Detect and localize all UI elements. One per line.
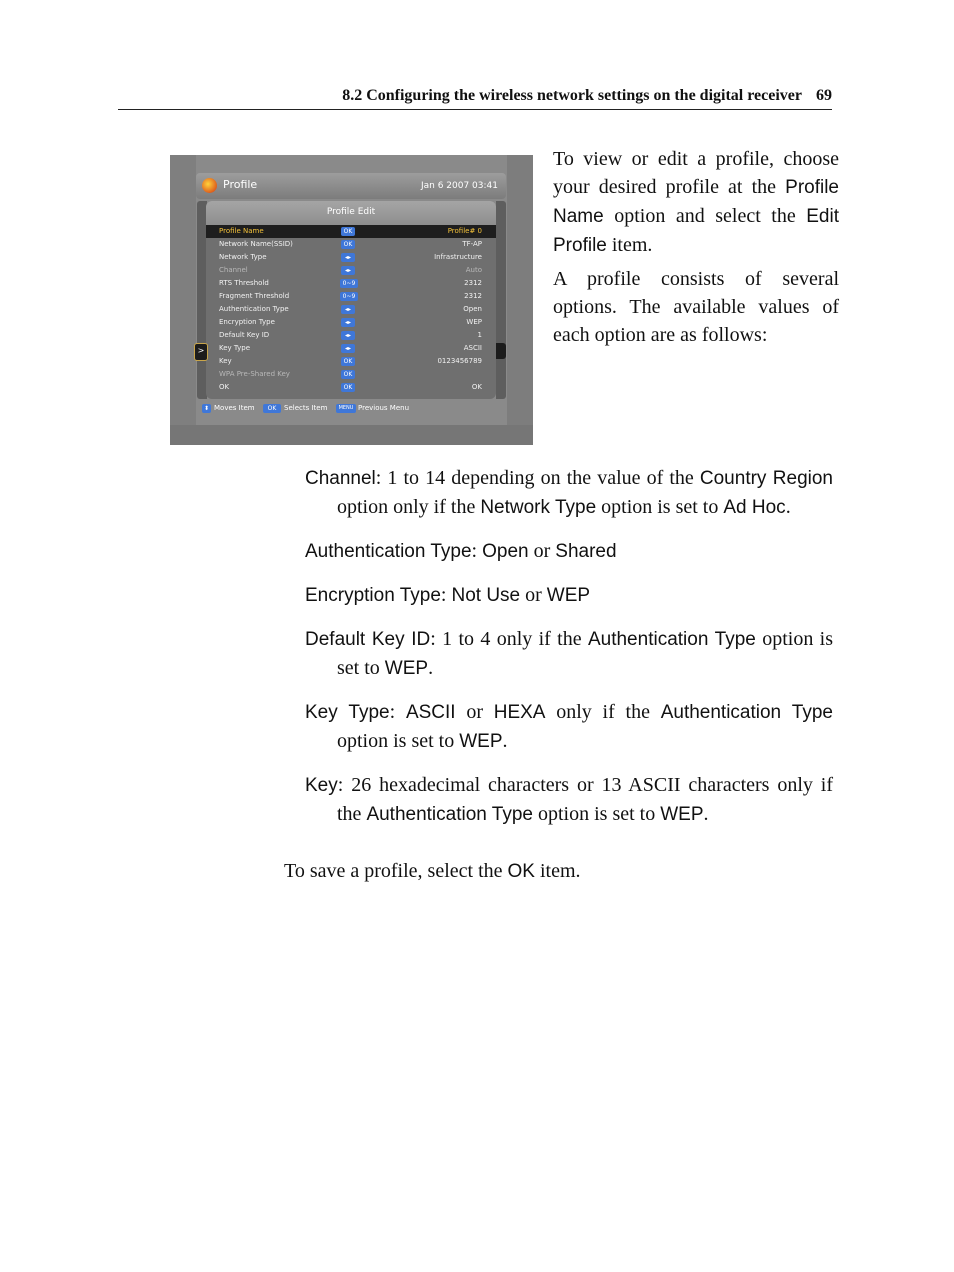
ui-term: WEP bbox=[384, 658, 429, 679]
text-run: or bbox=[455, 701, 494, 723]
text-run: : 26 hexadecimal characters or 13 ASCII characters only if the bbox=[337, 774, 833, 825]
row-profile-name[interactable] bbox=[206, 225, 496, 238]
ui-term: Ad Hoc bbox=[723, 497, 786, 518]
ok-key-icon: OK bbox=[341, 227, 355, 236]
screen-right-margin bbox=[507, 155, 533, 445]
text-run: option is set to bbox=[337, 730, 460, 752]
row-ok[interactable] bbox=[206, 381, 496, 394]
section-title: 8.2 Configuring the wireless network settings on the digital receiver bbox=[342, 87, 802, 104]
def-key bbox=[305, 771, 833, 829]
ok-key-icon: OK bbox=[341, 383, 355, 392]
def-term: Key Type bbox=[305, 702, 390, 723]
ui-term: Country Region bbox=[699, 468, 833, 489]
def-key-type bbox=[305, 698, 833, 756]
row-value: ASCII bbox=[463, 344, 482, 352]
screen-title: Profile bbox=[223, 178, 258, 191]
text-run: : bbox=[440, 584, 452, 606]
text-run: . bbox=[785, 496, 791, 518]
text-run: item. bbox=[534, 860, 581, 882]
def-channel bbox=[305, 464, 833, 522]
row-label: RTS Threshold bbox=[219, 279, 269, 287]
left-right-key-icon: ◂▸ bbox=[341, 318, 355, 327]
def-term: Encryption Type bbox=[305, 585, 441, 606]
row-label: Key bbox=[219, 357, 232, 365]
ui-term: WEP bbox=[459, 731, 503, 752]
ui-term: OK bbox=[507, 861, 535, 882]
profile-logo-icon bbox=[202, 178, 217, 193]
row-value: 0123456789 bbox=[437, 357, 482, 365]
ok-key-icon: OK bbox=[341, 370, 355, 379]
ok-key-icon: OK bbox=[341, 240, 355, 249]
profile-rows bbox=[206, 225, 496, 394]
row-label: Encryption Type bbox=[219, 318, 275, 326]
row-label: Default Key ID bbox=[219, 331, 270, 339]
def-term: Channel bbox=[305, 468, 376, 489]
text-run: or bbox=[528, 540, 556, 562]
text-run: : 1 to 4 only if the bbox=[430, 628, 588, 650]
ok-key-icon: OK bbox=[263, 404, 281, 413]
text-run: option is set to bbox=[596, 496, 724, 518]
def-encryption-type bbox=[305, 581, 833, 610]
text-run: item. bbox=[606, 234, 653, 256]
up-down-key-icon: ⬍ bbox=[203, 405, 210, 412]
row-label: Key Type bbox=[219, 344, 250, 352]
footer-moves-label: Moves Item bbox=[214, 404, 255, 412]
ui-term: Authentication Type bbox=[587, 629, 756, 650]
row-label: Profile Name bbox=[219, 227, 264, 235]
number-key-icon: 0~9 bbox=[340, 279, 358, 288]
row-label: Authentication Type bbox=[219, 305, 289, 313]
row-default-key-id[interactable] bbox=[206, 329, 496, 342]
ui-term: Not Use bbox=[451, 585, 521, 606]
right-side-strip bbox=[496, 201, 506, 399]
ui-term: Network Type bbox=[480, 497, 597, 518]
ui-term: Open bbox=[482, 541, 529, 562]
ui-term: WEP bbox=[660, 804, 704, 825]
def-authentication-type bbox=[305, 537, 833, 566]
screen-bottom-band bbox=[170, 425, 533, 445]
screen-left-margin bbox=[170, 155, 196, 445]
row-network-name[interactable] bbox=[206, 238, 496, 251]
text-run: . bbox=[703, 803, 709, 825]
row-value: OK bbox=[471, 383, 482, 391]
ui-term: ASCII bbox=[405, 702, 456, 723]
left-right-key-icon: ◂▸ bbox=[341, 331, 355, 340]
text-run: . bbox=[502, 730, 508, 752]
row-value: TF-AP bbox=[462, 240, 482, 248]
def-term: Default Key ID bbox=[305, 629, 431, 650]
screen-datetime: Jan 6 2007 03:41 bbox=[420, 181, 498, 191]
text-run: option and select the bbox=[603, 205, 807, 227]
text-run: : bbox=[471, 540, 483, 562]
ui-term: Authentication Type bbox=[660, 702, 833, 723]
left-right-key-icon: ◂▸ bbox=[341, 344, 355, 353]
row-fragment-threshold[interactable] bbox=[206, 290, 496, 303]
row-label: Network Name(SSID) bbox=[219, 240, 293, 248]
screen-titlebar bbox=[196, 173, 506, 199]
menu-key-icon: MENU bbox=[336, 404, 356, 413]
row-network-type[interactable] bbox=[206, 251, 496, 264]
ui-term: Profile Name bbox=[553, 177, 839, 227]
text-run: To save a profile, select the bbox=[284, 860, 508, 882]
text-run: To view or edit a profile, choose your desired profile at the bbox=[553, 148, 839, 198]
row-encryption-type[interactable] bbox=[206, 316, 496, 329]
text-run: option is set to bbox=[337, 628, 834, 679]
save-instruction bbox=[284, 857, 844, 886]
text-run: . bbox=[428, 657, 434, 679]
row-label: Fragment Threshold bbox=[219, 292, 290, 300]
def-term: Authentication Type bbox=[305, 541, 472, 562]
row-label: WPA Pre-Shared Key bbox=[219, 370, 290, 378]
row-label: OK bbox=[219, 383, 230, 391]
def-term: Key bbox=[305, 775, 338, 796]
left-right-key-icon: ◂▸ bbox=[341, 253, 355, 262]
page-number: 69 bbox=[816, 87, 832, 104]
left-right-key-icon: ◂▸ bbox=[341, 266, 355, 275]
left-right-key-icon: ◂▸ bbox=[341, 305, 355, 314]
row-label: Channel bbox=[219, 266, 248, 274]
row-authentication-type[interactable] bbox=[206, 303, 496, 316]
text-run: option only if the bbox=[337, 496, 481, 518]
text-run: only if the bbox=[545, 701, 661, 723]
row-channel[interactable] bbox=[206, 264, 496, 277]
ui-term: Shared bbox=[555, 541, 617, 562]
row-value: Auto bbox=[465, 266, 482, 274]
row-value: 1 bbox=[477, 331, 482, 339]
row-key-type[interactable] bbox=[206, 342, 496, 355]
row-value: Open bbox=[463, 305, 482, 313]
row-value: 2312 bbox=[464, 292, 482, 300]
row-key[interactable] bbox=[206, 355, 496, 368]
ui-term: WEP bbox=[546, 585, 591, 606]
intro-paragraph bbox=[553, 145, 839, 260]
footer-menu-label: Previous Menu bbox=[358, 404, 410, 412]
text-run: : 1 to 14 depending on the value of the bbox=[375, 467, 700, 489]
option-definitions bbox=[305, 464, 833, 844]
row-value: 2312 bbox=[464, 279, 482, 287]
row-label: Network Type bbox=[219, 253, 267, 261]
row-value: WEP bbox=[466, 318, 482, 326]
ui-term: Authentication Type bbox=[366, 804, 533, 825]
row-value: Profile# 0 bbox=[447, 227, 482, 235]
text-run: option is set to bbox=[532, 803, 661, 825]
row-value: Infrastructure bbox=[434, 253, 482, 261]
def-default-key-id bbox=[305, 625, 833, 683]
number-key-icon: 0~9 bbox=[340, 292, 358, 301]
options-paragraph: A profile consists of several options. The available values of each option are as follows: bbox=[553, 268, 839, 346]
text-run: or bbox=[520, 584, 547, 606]
ok-key-icon: OK bbox=[341, 357, 355, 366]
text-run: : bbox=[389, 701, 406, 723]
row-wpa-pre-shared-key[interactable] bbox=[206, 368, 496, 381]
screen-footer bbox=[196, 401, 506, 415]
footer-select-label: Selects Item bbox=[284, 404, 328, 412]
chevron-right-icon: > bbox=[194, 343, 208, 361]
panel-title: Profile Edit bbox=[206, 201, 496, 225]
profile-edit-screenshot bbox=[170, 155, 533, 445]
running-header bbox=[118, 86, 832, 110]
ui-term: HEXA bbox=[493, 702, 546, 723]
row-rts-threshold[interactable] bbox=[206, 277, 496, 290]
ui-term: Edit Profile bbox=[553, 206, 839, 256]
selection-tab-right bbox=[496, 343, 506, 359]
